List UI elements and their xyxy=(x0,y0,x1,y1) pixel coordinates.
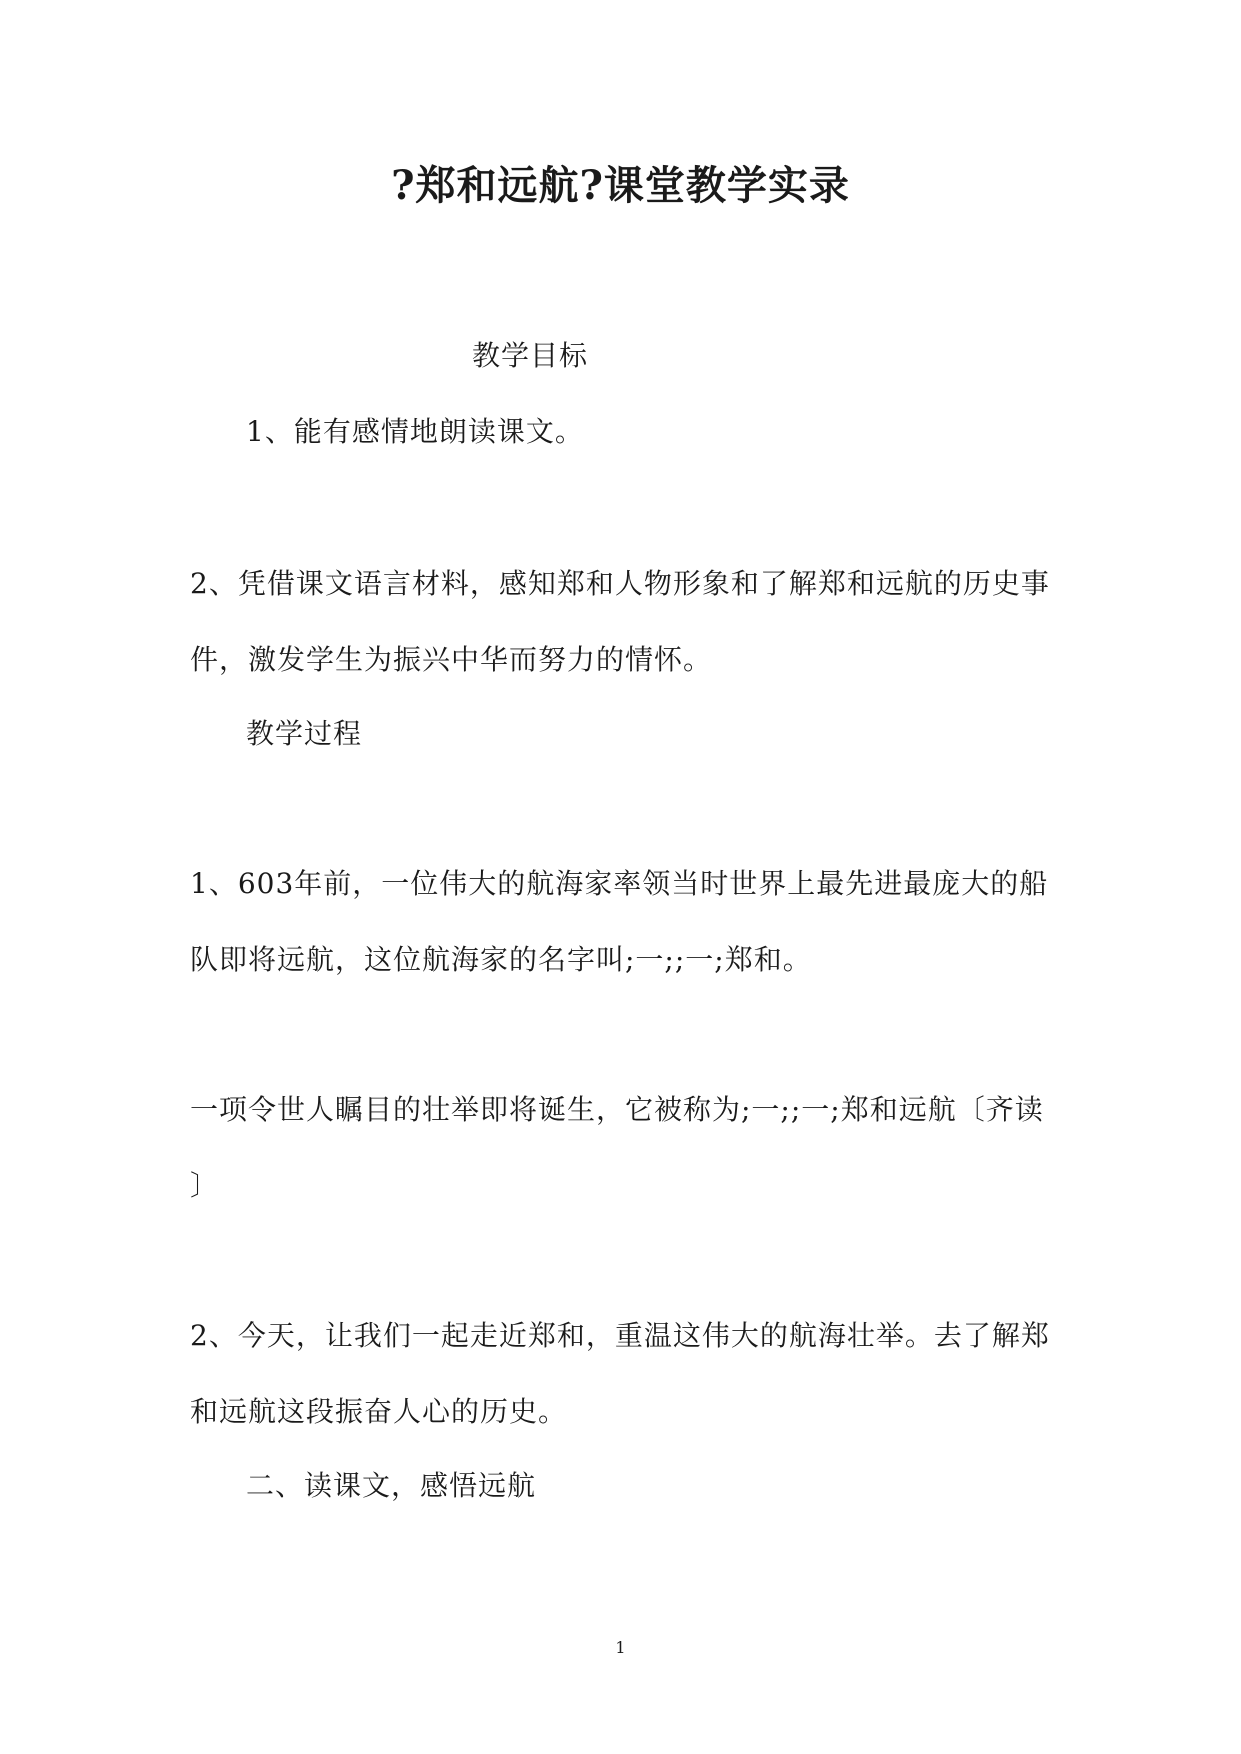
paragraph-line: 1、603年前，一位伟大的航海家率领当时世界上最先进最庞大的船 xyxy=(190,867,1049,900)
section-heading-objectives: 教学目标 xyxy=(472,339,589,372)
section-heading-read: 二、读课文，感悟远航 xyxy=(246,1469,537,1502)
section-heading-process: 教学过程 xyxy=(246,717,363,750)
paragraph-line: 一项令世人瞩目的壮举即将诞生，它被称为;一;;一;郑和远航〔齐读 xyxy=(190,1093,1044,1126)
paragraph-line: 2、今天，让我们一起走近郑和，重温这伟大的航海壮举。去了解郑 xyxy=(190,1319,1050,1352)
document-title: ?郑和远航?课堂教学实录 xyxy=(391,162,850,209)
paragraph-line: 2、凭借课文语言材料，感知郑和人物形象和了解郑和远航的历史事 xyxy=(190,567,1050,600)
paragraph-line: 件，激发学生为振兴中华而努力的情怀。 xyxy=(190,643,713,676)
paragraph-line: 队即将远航，这位航海家的名字叫;一;;一;郑和。 xyxy=(190,943,812,976)
page-number: 1 xyxy=(615,1638,626,1657)
paragraph-line: 〕 xyxy=(190,1169,220,1202)
paragraph-line: 和远航这段振奋人心的历史。 xyxy=(190,1395,568,1428)
paragraph-line: 1、能有感情地朗读课文。 xyxy=(246,415,584,448)
